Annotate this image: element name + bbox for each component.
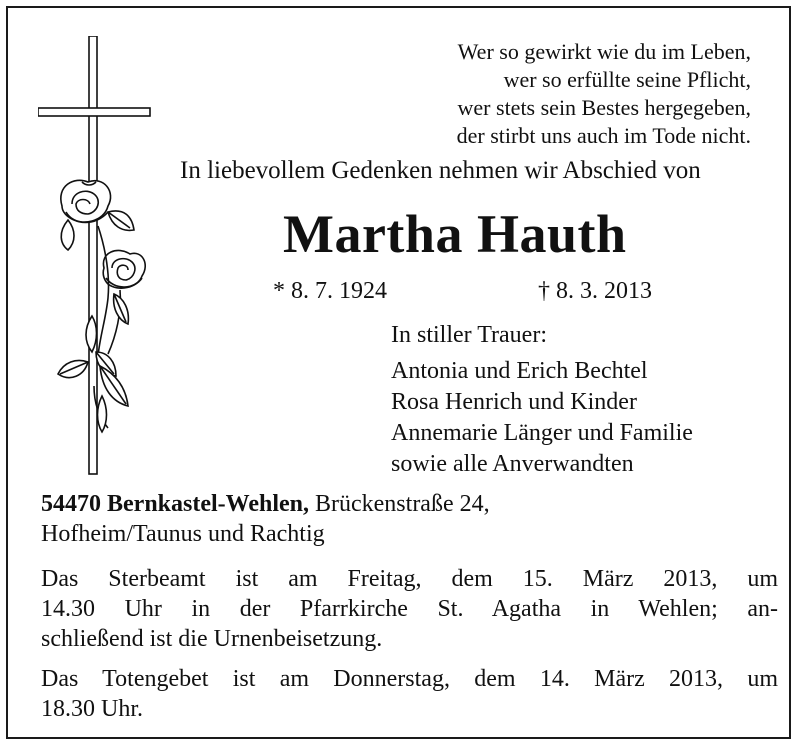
deceased-name: Martha Hauth (283, 204, 627, 264)
family-address (41, 489, 781, 549)
prayer-line: Das Totengebet ist am Donnerstag, dem 14. März 2013, um (41, 666, 778, 692)
requiem-announcement (41, 564, 778, 654)
poem-line: wer so erfüllte seine Pflicht, (503, 67, 751, 92)
poem-line: wer stets sein Bestes hergegeben, (457, 95, 751, 120)
address-line2: Hofheim/Taunus und Rachtig (41, 521, 325, 547)
address-place: 54470 Bernkastel-Wehlen, (41, 491, 309, 517)
death-date: † 8. 3. 2013 (538, 278, 652, 304)
obituary-frame (6, 6, 791, 739)
farewell-intro: In liebevollem Gedenken nehmen wir Abschied von (180, 157, 701, 184)
mourners-heading: In stiller Trauer: (391, 322, 547, 348)
poem-line: Wer so gewirkt wie du im Leben, (457, 39, 751, 64)
mourner-name: Annemarie Länger und Familie (391, 420, 693, 446)
cross-with-roses-icon (38, 36, 158, 482)
mourners-list (391, 320, 791, 480)
mourner-name: Rosa Henrich und Kinder (391, 389, 637, 415)
requiem-line: schließend ist die Urnenbeisetzung. (41, 626, 383, 652)
requiem-line: 14.30 Uhr in der Pfarrkirche St. Agatha in Wehlen; an- (41, 596, 778, 622)
mourner-name: sowie alle Anverwandten (391, 451, 634, 477)
requiem-line: Das Sterbeamt ist am Freitag, dem 15. März 2013, um (41, 566, 778, 592)
mourner-name: Antonia und Erich Bechtel (391, 358, 648, 384)
prayer-line: 18.30 Uhr. (41, 696, 143, 722)
birth-date: * 8. 7. 1924 (273, 278, 387, 304)
prayer-announcement (41, 664, 778, 724)
address-street: Brückenstraße 24, (309, 491, 490, 517)
memorial-poem (351, 38, 751, 150)
poem-line: der stirbt uns auch im Tode nicht. (456, 123, 751, 148)
